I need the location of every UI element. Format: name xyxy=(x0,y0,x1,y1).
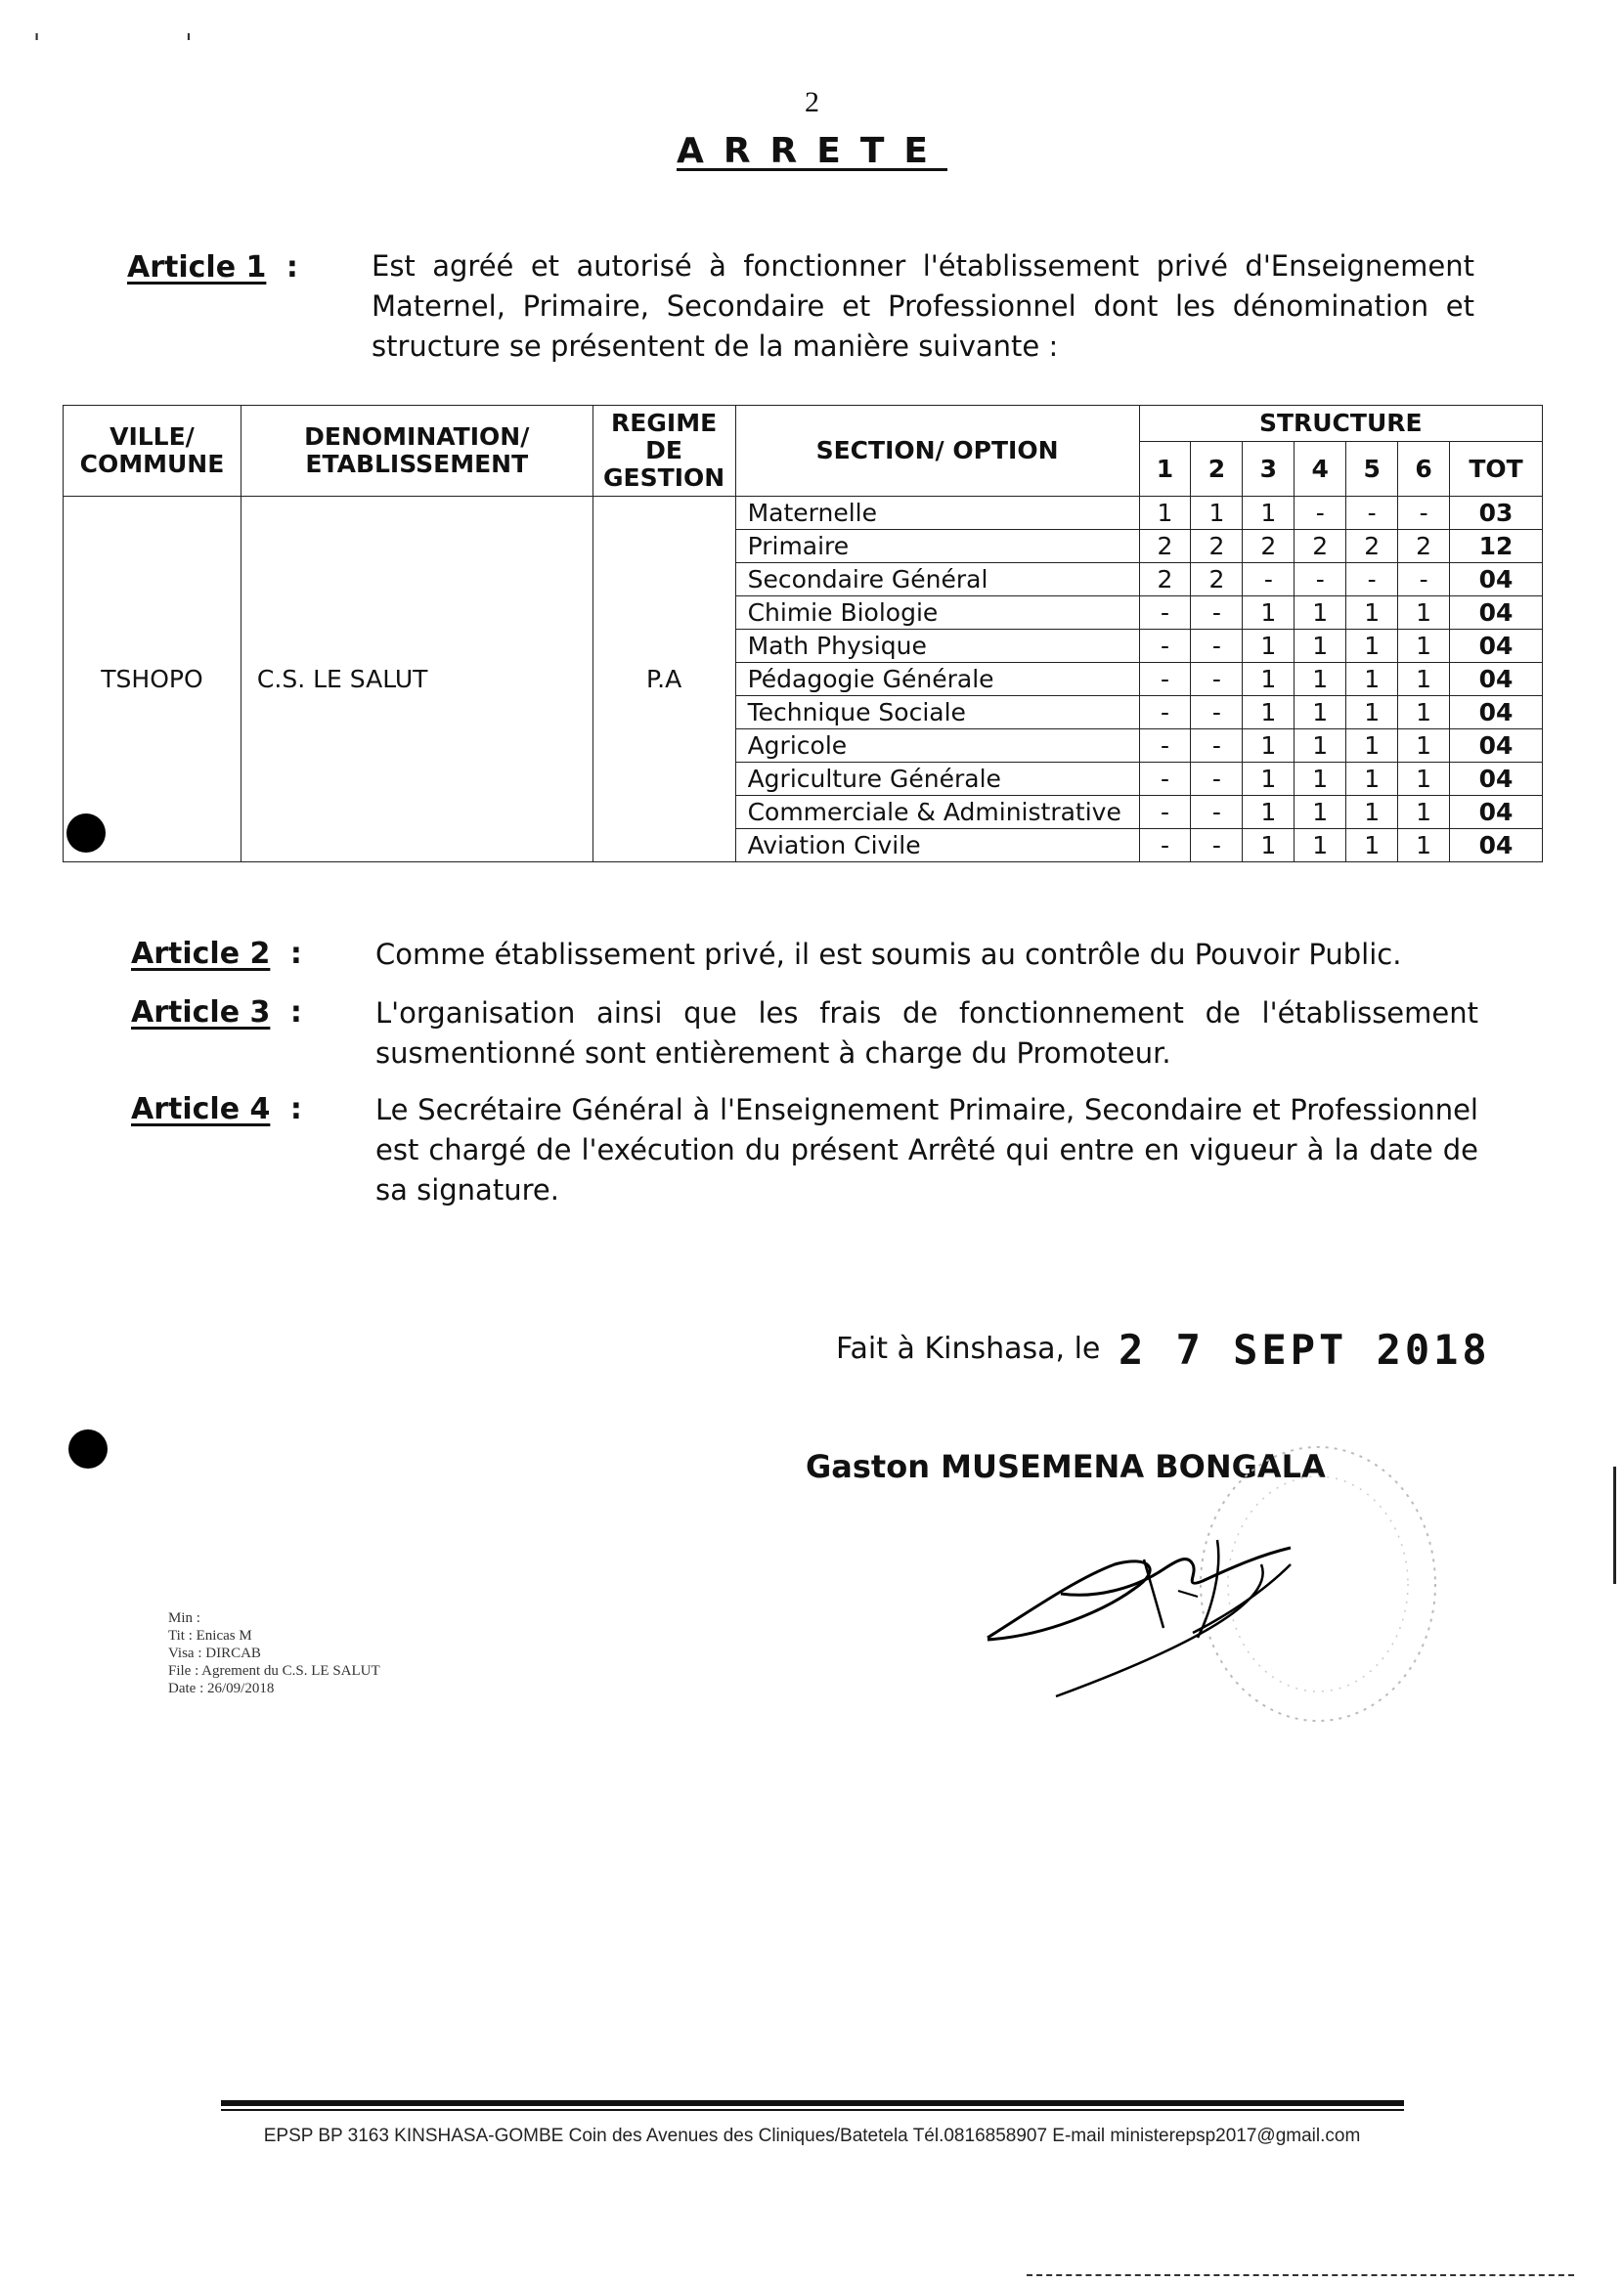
article4-label-text: Article 4 xyxy=(131,1092,271,1126)
value-cell: - xyxy=(1139,829,1191,862)
value-cell: 1 xyxy=(1398,763,1450,796)
ref-line: Min : xyxy=(168,1610,200,1626)
total-cell: 04 xyxy=(1450,796,1543,829)
value-cell: 1 xyxy=(1295,729,1346,763)
value-cell: - xyxy=(1191,796,1243,829)
value-cell: 2 xyxy=(1139,530,1191,563)
ref-line: File : Agrement du C.S. LE SALUT xyxy=(168,1663,380,1679)
header-col-1: 1 xyxy=(1139,442,1191,497)
section-cell: Technique Sociale xyxy=(735,696,1139,729)
section-cell: Secondaire Général xyxy=(735,563,1139,596)
value-cell: 1 xyxy=(1243,663,1295,696)
article4-label xyxy=(131,1092,302,1126)
header-ville: VILLE/ COMMUNE xyxy=(64,406,241,497)
value-cell: 1 xyxy=(1398,729,1450,763)
ref-line: Date : 26/09/2018 xyxy=(168,1681,275,1696)
value-cell: - xyxy=(1346,497,1398,530)
ville-cell: TSHOPO xyxy=(64,497,241,862)
article2-text: Comme établissement privé, il est soumis au contrôle du Pouvoir Public. xyxy=(375,938,1402,971)
document-title xyxy=(0,131,1624,171)
value-cell: - xyxy=(1139,729,1191,763)
value-cell: 1 xyxy=(1295,763,1346,796)
value-cell: 1 xyxy=(1346,696,1398,729)
value-cell: - xyxy=(1139,796,1191,829)
value-cell: 1 xyxy=(1398,596,1450,630)
value-cell: - xyxy=(1191,663,1243,696)
place-line: Fait à Kinshasa, le xyxy=(836,1332,1101,1366)
value-cell: - xyxy=(1191,696,1243,729)
scan-edge-mark xyxy=(1613,1467,1616,1584)
value-cell: 2 xyxy=(1191,563,1243,596)
total-cell: 03 xyxy=(1450,497,1543,530)
signer-name: Gaston MUSEMENA BONGALA xyxy=(806,1448,1326,1485)
article2-label-text: Article 2 xyxy=(131,937,271,971)
value-cell: 1 xyxy=(1243,796,1295,829)
value-cell: 2 xyxy=(1243,530,1295,563)
header-structure: STRUCTURE xyxy=(1139,406,1542,442)
total-cell: 04 xyxy=(1450,630,1543,663)
value-cell: 1 xyxy=(1346,796,1398,829)
article4-colon: : xyxy=(289,1092,302,1126)
scan-edge-mark xyxy=(1027,2274,1574,2278)
value-cell: 1 xyxy=(1346,663,1398,696)
value-cell: 1 xyxy=(1295,630,1346,663)
value-cell: 1 xyxy=(1398,696,1450,729)
section-cell: Agricole xyxy=(735,729,1139,763)
value-cell: 1 xyxy=(1398,663,1450,696)
ref-line: Visa : DIRCAB xyxy=(168,1646,261,1661)
value-cell: 1 xyxy=(1346,829,1398,862)
section-cell: Primaire xyxy=(735,530,1139,563)
header-col-4: 4 xyxy=(1295,442,1346,497)
footer-address: EPSP BP 3163 KINSHASA-GOMBE Coin des Avenues des Cliniques/Batetela Tél.0816858907 E-mail ministerepsp2017@gmail.com xyxy=(263,2126,1361,2146)
section-cell: Pédagogie Générale xyxy=(735,663,1139,696)
value-cell: 1 xyxy=(1295,829,1346,862)
denomination-cell: C.S. LE SALUT xyxy=(241,497,593,862)
punch-hole-mark xyxy=(68,1429,108,1469)
header-col-5: 5 xyxy=(1346,442,1398,497)
value-cell: 1 xyxy=(1346,729,1398,763)
value-cell: - xyxy=(1191,829,1243,862)
article2-label xyxy=(131,937,302,971)
total-cell: 12 xyxy=(1450,530,1543,563)
header-section: SECTION/ OPTION xyxy=(735,406,1139,497)
value-cell: - xyxy=(1398,563,1450,596)
reference-notes xyxy=(168,1609,380,1697)
title-text: ARRETE xyxy=(676,131,948,171)
regime-cell: P.A xyxy=(593,497,735,862)
total-cell: 04 xyxy=(1450,696,1543,729)
total-cell: 04 xyxy=(1450,729,1543,763)
section-cell: Agriculture Générale xyxy=(735,763,1139,796)
structure-table xyxy=(63,405,1543,862)
article1-text: Est agréé et autorisé à fonctionner l'établissement privé d'Enseignement Maternel, Primaire, Secondaire et Professionnel dont les dénomination et structure se présentent de la manière suivante : xyxy=(372,249,1474,363)
value-cell: 1 xyxy=(1295,696,1346,729)
value-cell: - xyxy=(1346,563,1398,596)
total-cell: 04 xyxy=(1450,829,1543,862)
header-regime: REGIME DE GESTION xyxy=(593,406,735,497)
value-cell: 2 xyxy=(1346,530,1398,563)
footer-rule-thin xyxy=(221,2109,1404,2111)
handwritten-signature xyxy=(968,1520,1359,1716)
value-cell: - xyxy=(1243,563,1295,596)
article3-text: L'organisation ainsi que les frais de fonctionnement de l'établissement susmentionné sont entièrement à charge du Promoteur. xyxy=(375,996,1478,1070)
article4-text: Le Secrétaire Général à l'Enseignement Primaire, Secondaire et Professionnel est chargé de l'exécution du présent Arrêté qui entre en vigueur à la date de sa signature. xyxy=(375,1093,1478,1207)
punch-hole-mark xyxy=(66,813,106,853)
value-cell: 1 xyxy=(1398,630,1450,663)
value-cell: 1 xyxy=(1346,763,1398,796)
value-cell: - xyxy=(1398,497,1450,530)
article1-label xyxy=(127,250,298,285)
total-cell: 04 xyxy=(1450,663,1543,696)
section-cell: Maternelle xyxy=(735,497,1139,530)
value-cell: 1 xyxy=(1243,763,1295,796)
value-cell: - xyxy=(1139,763,1191,796)
value-cell: 1 xyxy=(1398,796,1450,829)
total-cell: 04 xyxy=(1450,563,1543,596)
value-cell: 1 xyxy=(1191,497,1243,530)
value-cell: 1 xyxy=(1243,696,1295,729)
article1-colon: : xyxy=(285,250,298,285)
value-cell: - xyxy=(1295,497,1346,530)
value-cell: 1 xyxy=(1243,497,1295,530)
article2-colon: : xyxy=(289,937,302,971)
date-stamp: 2 7 SEPT 2018 xyxy=(1119,1326,1491,1374)
section-cell: Commerciale & Administrative xyxy=(735,796,1139,829)
footer-rule xyxy=(221,2100,1404,2106)
article1-label-text: Article 1 xyxy=(127,250,267,285)
header-col-3: 3 xyxy=(1243,442,1295,497)
section-cell: Aviation Civile xyxy=(735,829,1139,862)
scan-corner-marks: ' ' xyxy=(33,29,261,59)
total-cell: 04 xyxy=(1450,596,1543,630)
value-cell: - xyxy=(1191,630,1243,663)
article3-colon: : xyxy=(289,995,302,1030)
section-cell: Math Physique xyxy=(735,630,1139,663)
value-cell: 1 xyxy=(1139,497,1191,530)
value-cell: 1 xyxy=(1295,796,1346,829)
value-cell: 2 xyxy=(1295,530,1346,563)
value-cell: - xyxy=(1139,596,1191,630)
header-col-tot: TOT xyxy=(1450,442,1543,497)
value-cell: - xyxy=(1139,663,1191,696)
article3-label-text: Article 3 xyxy=(131,995,271,1030)
header-denomination: DENOMINATION/ ETABLISSEMENT xyxy=(241,406,593,497)
value-cell: - xyxy=(1295,563,1346,596)
section-cell: Chimie Biologie xyxy=(735,596,1139,630)
value-cell: 1 xyxy=(1243,630,1295,663)
value-cell: - xyxy=(1191,763,1243,796)
value-cell: 2 xyxy=(1398,530,1450,563)
ref-line: Tit : Enicas M xyxy=(168,1628,252,1644)
table-header-row xyxy=(64,406,1543,442)
value-cell: 1 xyxy=(1243,596,1295,630)
value-cell: 1 xyxy=(1243,729,1295,763)
header-col-2: 2 xyxy=(1191,442,1243,497)
value-cell: - xyxy=(1139,630,1191,663)
value-cell: 2 xyxy=(1191,530,1243,563)
value-cell: 1 xyxy=(1346,596,1398,630)
header-col-6: 6 xyxy=(1398,442,1450,497)
value-cell: 2 xyxy=(1139,563,1191,596)
value-cell: - xyxy=(1139,696,1191,729)
value-cell: 1 xyxy=(1398,829,1450,862)
table-row xyxy=(64,497,1543,530)
value-cell: - xyxy=(1191,729,1243,763)
total-cell: 04 xyxy=(1450,763,1543,796)
value-cell: - xyxy=(1191,596,1243,630)
page-number: 2 xyxy=(805,86,819,118)
value-cell: 1 xyxy=(1243,829,1295,862)
value-cell: 1 xyxy=(1295,663,1346,696)
value-cell: 1 xyxy=(1346,630,1398,663)
value-cell: 1 xyxy=(1295,596,1346,630)
article3-label xyxy=(131,995,302,1030)
